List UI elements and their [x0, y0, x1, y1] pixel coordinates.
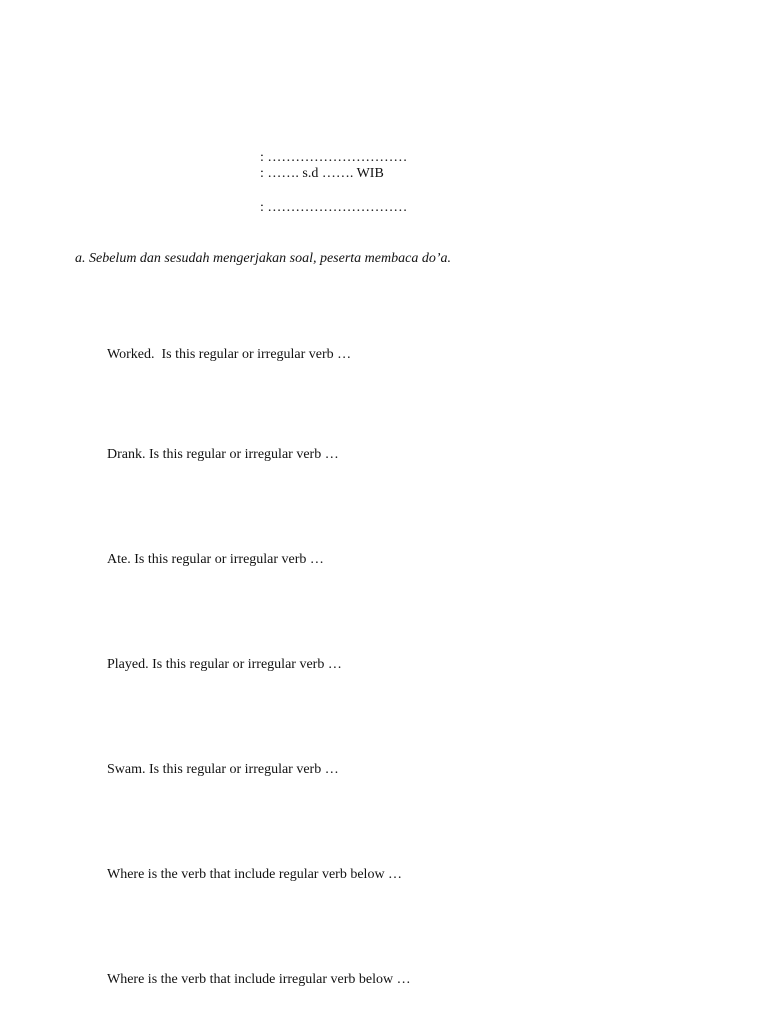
question-item: Swam. Is this regular or irregular verb …	[107, 762, 339, 777]
instruction-text: a. Sebelum dan sesudah mengerjakan soal, peserta membaca do’a.	[75, 251, 451, 266]
question-item: Drank. Is this regular or irregular verb …	[107, 447, 339, 462]
header-field-time: : ……. s.d ……. WIB	[260, 166, 384, 181]
question-item: Where is the verb that include irregular verb below …	[107, 972, 411, 987]
header-field-1: : …………………………	[260, 150, 408, 165]
question-item: Ate. Is this regular or irregular verb …	[107, 552, 324, 567]
question-item: Played. Is this regular or irregular verb …	[107, 657, 342, 672]
question-item: Worked. Is this regular or irregular verb …	[107, 347, 352, 362]
question-item: Where is the verb that include regular verb below …	[107, 867, 403, 882]
header-field-3: : …………………………	[260, 200, 408, 215]
